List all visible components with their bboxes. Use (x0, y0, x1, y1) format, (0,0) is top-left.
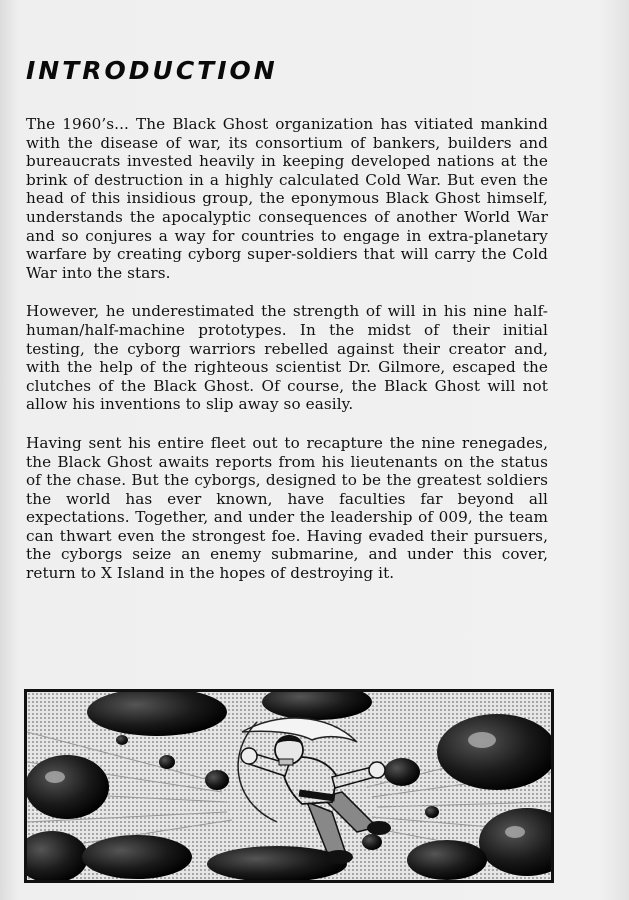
intro-paragraph-2: However, he underestimated the strength of will in his nine half-human/half-machine prototypes. In the midst of their initial testing, the cyborg warriors rebelled against their creator and, with the help of the righteous scientist Dr. Gilmore, escaped the clutches of the Black Ghost. Of course, the Black Ghost will not allow his inventions to slip away so easily. (26, 302, 548, 414)
intro-text (26, 115, 548, 603)
manga-panel-illustration (24, 689, 554, 883)
page-title: INTRODUCTION (26, 56, 278, 85)
intro-paragraph-3: Having sent his entire fleet out to recapture the nine renegades, the Black Ghost awaits reports from his lieutenants on the status of the chase. But the cyborgs, designed to be the greatest soldiers the world has ever known, have faculties far beyond all expectations. Together, and under the leadership of 009, the team can thwart even the strongest foe. Having evaded their pursuers, the cyborgs seize an enemy submarine, and under this cover, return to X Island in the hopes of destroying it. (26, 433, 548, 583)
intro-paragraph-1: The 1960’s... The Black Ghost organization has vitiated mankind with the disease of war, its consortium of bankers, builders and bureaucrats invested heavily in keeping developed nations at the brink of destruction in a highly calculated Cold War. But even the head of this insidious group, the eponymous Black Ghost himself, understands the apocalyptic consequences of another World War and so conjures a way for countries to engage in extra-planetary warfare by creating cyborg super-soldiers that will carry the Cold War into the stars. (26, 115, 548, 282)
manga-panel-art (27, 692, 551, 880)
